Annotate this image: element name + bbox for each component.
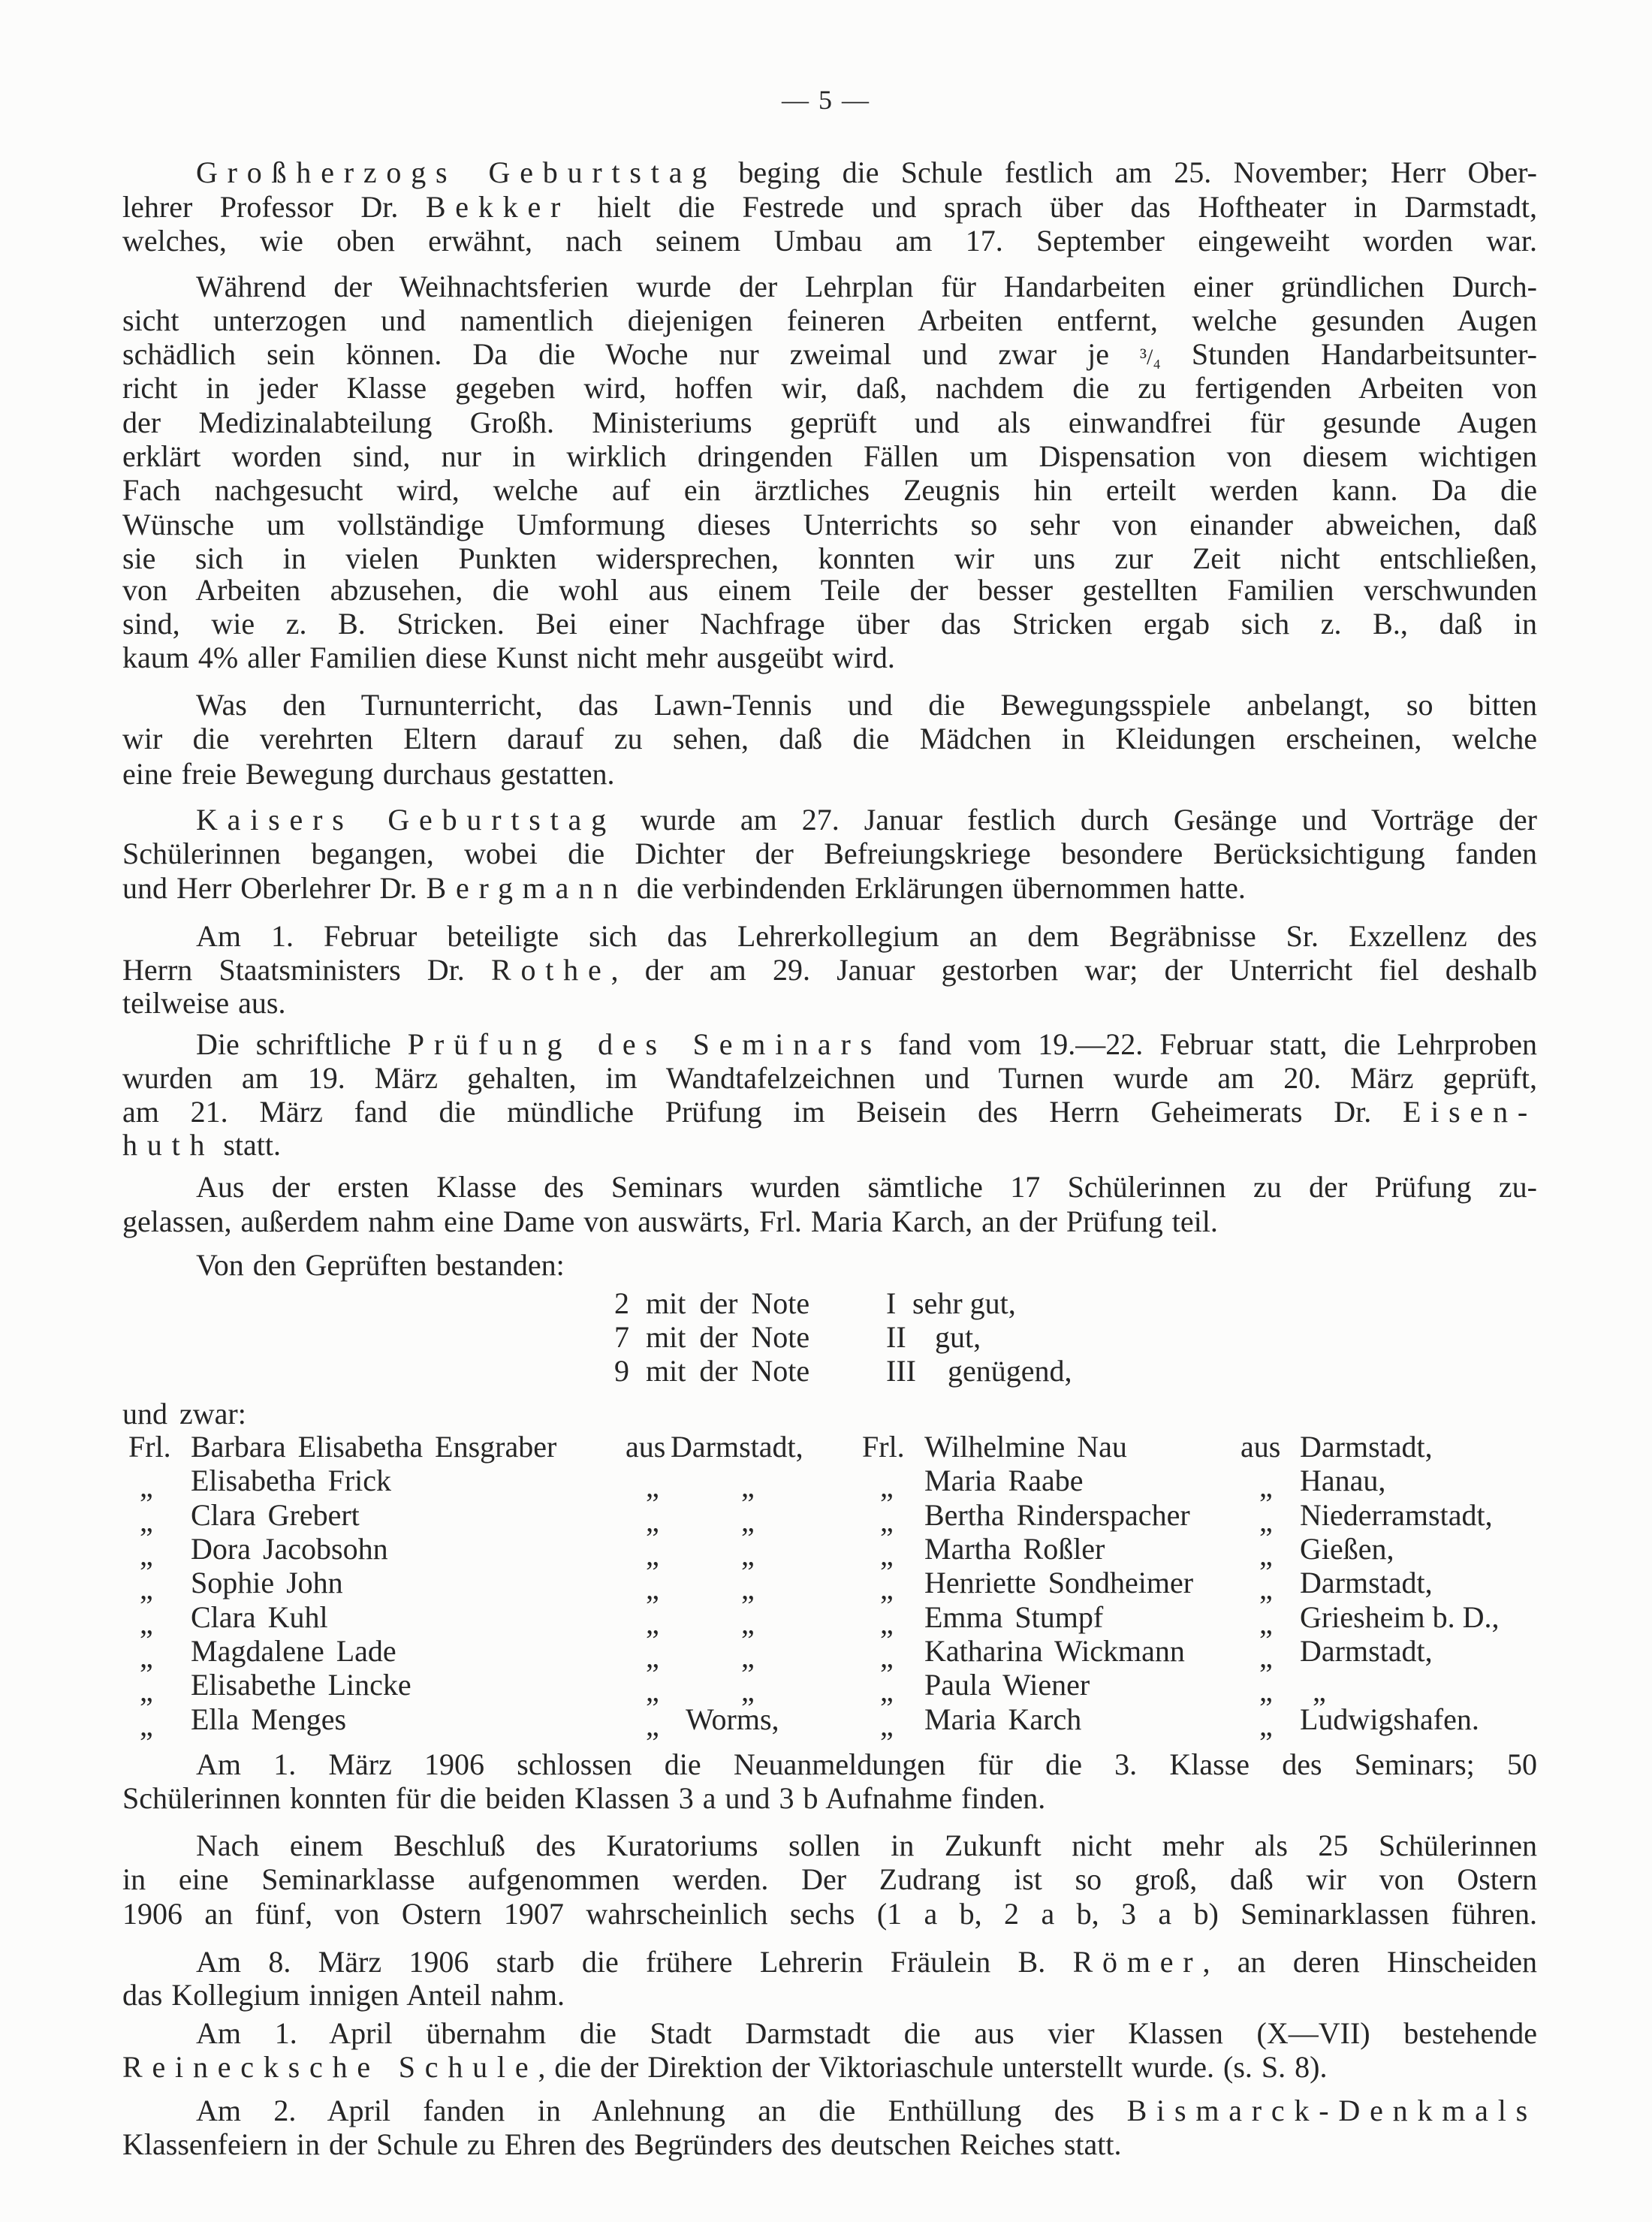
ditto-mark: „ [741,1572,755,1605]
ditto-mark: „ [741,1470,755,1503]
text-line [122,871,1537,906]
text-line [122,190,1537,225]
ditto-mark: „ [880,1572,894,1605]
text-line [122,641,1537,675]
ditto-mark: „ [1259,1674,1273,1708]
ditto-mark: „ [646,1640,659,1674]
text-run: gelassen, außerdem nahm eine Dame von auswärts, Frl. Maria Karch, an der Prüfung teil. [122,1204,1218,1238]
ditto-mark: „ [140,1572,153,1605]
text-line [196,803,1537,837]
ditto-mark: „ [646,1504,659,1538]
graduate-name: Emma Stumpf [924,1600,1104,1634]
text-run: Fach nachgesucht wird, welche auf ein ärztliches Zeugnis hin erteilt werden kann. Da die [122,473,1537,507]
text-run: lehrer Professor Dr. [122,190,426,224]
graduate-place: Griesheim b. D., [1300,1600,1500,1634]
text-run: Was den Turnunterricht, das Lawn-Tennis und die Bewegungsspiele anbelangt, so bitten [196,688,1537,722]
text-line [196,1747,1537,1782]
graduate-name: Maria Raabe [924,1464,1084,1497]
text-run: in eine Seminarklasse aufgenommen werden. Der Zudrang ist so groß, daß wir von Ostern [122,1862,1537,1896]
text-run: sind, wie z. B. Stricken. Bei einer Nachfrage über das Stricken ergab sich z. B., daß in [122,607,1537,641]
result-label: genügend, [948,1354,1072,1388]
ditto-mark: „ [646,1470,659,1503]
emphasized-spaced-text: Großherzogs Geburtstag [196,155,717,189]
ditto-mark: „ [140,1640,153,1674]
text-run: beging die Schule festlich am 25. November; Herr Ober- [716,155,1537,189]
result-count: 7 [614,1320,629,1354]
text-run: richt in jeder Klasse gegeben wird, hoffen wir, daß, nachdem die zu fertigenden Arbeiten von [122,371,1537,405]
ditto-mark: „ [880,1504,894,1538]
text-line [196,1945,1537,1979]
graduate-place: Hanau, [1300,1464,1386,1497]
ditto-mark: „ [1259,1572,1273,1605]
graduate-name: Ella Menges [191,1702,347,1736]
ditto-mark: „ [741,1538,755,1572]
result-text: mit der Note [646,1286,810,1320]
result-label: gut, [935,1320,981,1354]
emphasized-spaced-text: Bergmann [426,871,628,905]
text-run: , an deren Hinscheiden [1202,1945,1537,1979]
text-run: Am 2. April fanden in Anlehnung an die Enthüllung des [196,2094,1127,2127]
graduate-name: Martha Roßler [924,1532,1105,1566]
text-run: Stunden Handarbeitsunter- [1160,337,1537,371]
text-line [122,1095,1537,1129]
text-line [122,371,1537,406]
text-line [196,1170,1537,1204]
text-run: , der am 29. Januar gestorben war; der Unterricht fiel deshalb [610,953,1537,987]
emphasized-spaced-text: huth [122,1128,215,1162]
ditto-mark: „ [1259,1470,1273,1503]
text-line [122,2050,1537,2085]
text-run: Aus der ersten Klasse des Seminars wurden sämtliche 17 Schülerinnen zu der Prüfung zu- [196,1170,1537,1204]
result-grade: I [886,1286,897,1320]
text-run: Von den Geprüften bestanden: [196,1248,565,1282]
ditto-mark: „ [140,1470,153,1503]
text-run: eine freie Bewegung durchaus gestatten. [122,757,615,791]
text-run: sicht unterzogen und namentlich diejenigen feineren Arbeiten entfernt, welche gesunden Augen [122,303,1537,337]
text-line [122,953,1537,987]
text-run: Am 8. März 1906 starb die frühere Lehrerin Fräulein B. [196,1945,1073,1979]
graduate-name: Dora Jacobsohn [191,1532,388,1566]
text-line [122,1862,1537,1897]
ditto-mark: „ [140,1674,153,1708]
graduate-name: Bertha Rinderspacher [924,1498,1190,1532]
result-grade: III [886,1354,916,1388]
ditto-mark: „ [1313,1674,1326,1708]
text-line [122,303,1537,338]
text-run: von Arbeiten abzusehen, die wohl aus einem Teile der besser gestellten Familien verschwunden [122,573,1537,607]
ditto-mark: „ [140,1504,153,1538]
graduate-name: Katharina Wickmann [924,1634,1185,1668]
ditto-mark: „ [140,1538,153,1572]
text-run: Am 1. März 1906 schlossen die Neuanmeldungen für die 3. Klasse des Seminars; 50 [196,1747,1537,1781]
text-run: hielt die Festrede und sprach über das Hoftheater in Darmstadt, [570,190,1537,224]
text-line [122,406,1537,440]
text-line [122,1897,1537,1931]
page-number: — 5 — [782,85,870,115]
text-line [122,1061,1537,1096]
text-run: wurde am 27. Januar festlich durch Gesänge und Vorträge der [615,803,1537,837]
ditto-mark: „ [1259,1708,1273,1742]
text-run: kaum 4% aller Familien diese Kunst nicht mehr ausgeübt wird. [122,641,895,674]
ditto-mark: „ [646,1708,659,1742]
text-run: Die schriftliche [196,1027,408,1061]
text-line [196,688,1537,722]
ditto-mark: „ [1259,1504,1273,1538]
text-run: teilweise aus. [122,986,286,1020]
emphasized-spaced-text: Kaisers Geburtstag [196,803,616,837]
graduate-place: Darmstadt, [671,1430,803,1464]
text-line [122,508,1537,542]
text-line [196,1248,1537,1283]
text-line [122,1781,1537,1816]
text-run: Herrn Staatsministers Dr. [122,953,491,987]
text-run: Schülerinnen konnten für die beiden Klassen 3 a und 3 b Aufnahme finden. [122,1781,1046,1815]
graduate-name: Elisabetha Frick [191,1464,392,1497]
text-line [122,1978,1537,2012]
text-line [122,1204,1537,1239]
ditto-mark: „ [741,1674,755,1708]
aus-label: aus [1241,1430,1281,1464]
graduate-place: Gießen, [1300,1532,1394,1566]
graduate-name: Henriette Sondheimer [924,1566,1194,1599]
text-run: und Herr Oberlehrer Dr. [122,871,427,905]
emphasized-spaced-text: Römer [1072,1945,1203,1979]
emphasized-spaced-text: Eisen- [1403,1095,1537,1129]
emphasized-spaced-text: Bekker [425,190,571,224]
text-line [122,439,1537,474]
und-zwar-label: und zwar: [122,1397,246,1431]
text-line [196,155,1537,190]
text-line [122,986,1537,1021]
text-line [196,1027,1537,1062]
text-line [122,757,1537,791]
ditto-mark: „ [1259,1606,1273,1640]
graduate-name: Maria Karch [924,1702,1082,1736]
title-frl: Frl. [128,1430,171,1464]
ditto-mark: „ [646,1674,659,1708]
graduate-place: Darmstadt, [1300,1566,1433,1599]
ditto-mark: „ [140,1606,153,1640]
emphasized-spaced-text: Reinecksche Schule [122,2050,538,2084]
graduate-place: Ludwigshafen. [1300,1702,1479,1736]
graduate-name: Clara Grebert [191,1498,360,1532]
text-run: wurden am 19. März gehalten, im Wandtafelzeichnen und Turnen wurde am 20. März geprüft, [122,1061,1537,1095]
ditto-mark: „ [880,1606,894,1640]
graduate-name: Clara Kuhl [191,1600,328,1634]
result-count: 9 [614,1354,629,1388]
text-run: Nach einem Beschluß des Kuratoriums sollen in Zukunft nicht mehr als 25 Schülerinnen [196,1829,1537,1862]
text-run: Schülerinnen begangen, wobei die Dichter der Befreiungskriege besondere Berücksichtigung fanden [122,837,1537,870]
text-run: Wünsche um vollständige Umformung dieses Unterrichts so sehr von einander abweichen, daß [122,508,1537,541]
result-grade: II [886,1320,906,1354]
ditto-mark: „ [741,1606,755,1640]
ditto-mark: „ [1259,1640,1273,1674]
text-run: Am 1. Februar beteiligte sich das Lehrerkollegium an dem Begräbnisse Sr. Exzellenz des [196,919,1537,953]
emphasized-spaced-text: Rothe [490,953,611,987]
graduate-name: Paula Wiener [924,1668,1090,1702]
text-run: der Medizinalabteilung Großh. Ministeriums geprüft und als einwandfrei für gesunde Augen [122,406,1537,439]
text-run: schädlich sein können. Da die Woche nur zweimal und zwar je [122,337,1141,371]
text-line [196,270,1537,304]
text-run: wir die verehrten Eltern darauf zu sehen, daß die Mädchen in Kleidungen erscheinen, welche [122,722,1537,755]
text-run: erklärt worden sind, nur in wirklich dringenden Fällen um Dispensation von diesem wichtigen [122,439,1537,473]
ditto-mark: „ [880,1538,894,1572]
text-line [122,541,1537,576]
text-line [122,2127,1537,2162]
fraction: ³/₄ [1140,345,1161,369]
emphasized-spaced-text: Prüfung des Seminars [407,1027,882,1061]
ditto-mark: „ [880,1470,894,1503]
result-count: 2 [614,1286,629,1320]
text-line [196,919,1537,954]
title-frl: Frl. [862,1430,905,1464]
text-line [196,2094,1537,2128]
text-run: das Kollegium innigen Anteil nahm. [122,1978,565,2012]
text-line [122,837,1537,871]
aus-label: aus [626,1430,666,1464]
text-run: am 21. März fand die mündliche Prüfung im Beisein des Herrn Geheimerats Dr. [122,1095,1403,1129]
text-line [196,2016,1537,2051]
graduate-name: Barbara Elisabetha Ensgraber [191,1430,557,1464]
graduate-place: Darmstadt, [1300,1430,1433,1464]
text-run: statt. [214,1128,281,1162]
ditto-mark: „ [880,1640,894,1674]
text-line [122,607,1537,641]
result-text: mit der Note [646,1354,810,1388]
result-label: sehr gut, [912,1286,1016,1320]
ditto-mark: „ [646,1572,659,1605]
text-run: Am 1. April übernahm die Stadt Darmstadt die aus vier Klassen (X—VII) bestehende [196,2016,1537,2050]
graduate-name: Sophie John [191,1566,343,1599]
ditto-mark: „ [140,1708,153,1742]
text-run: Während der Weihnachtsferien wurde der Lehrplan für Handarbeiten einer gründlichen Durch- [196,270,1537,303]
text-run: fand vom 19.—22. Februar statt, die Lehrproben [881,1027,1537,1061]
emphasized-spaced-text: Bismarck-Denkmals [1126,2094,1537,2127]
text-run: welches, wie oben erwähnt, nach seinem Umbau am 17. September eingeweiht worden war. [122,224,1537,258]
ditto-mark: „ [646,1538,659,1572]
text-run: Klassenfeiern in der Schule zu Ehren des Begründers des deutschen Reiches statt. [122,2127,1122,2161]
text-line [122,573,1537,608]
ditto-mark: „ [646,1606,659,1640]
text-run: sie sich in vielen Punkten widersprechen, konnten wir uns zur Zeit nicht entschließen, [122,541,1537,575]
graduate-place: Darmstadt, [1300,1634,1433,1668]
ditto-mark: „ [1259,1538,1273,1572]
result-text: mit der Note [646,1320,810,1354]
text-line [122,722,1537,756]
text-line [196,1829,1537,1863]
text-line [122,1128,1537,1162]
ditto-mark: „ [741,1640,755,1674]
text-run: , die der Direktion der Viktoriaschule unterstellt wurde. (s. S. 8). [538,2050,1328,2084]
text-line [122,473,1537,508]
text-line [122,337,1537,372]
text-line [122,224,1537,258]
graduate-place: Niederramstadt, [1300,1498,1493,1532]
graduate-name: Magdalene Lade [191,1634,396,1668]
graduate-place: Worms, [686,1702,779,1736]
ditto-mark: „ [741,1504,755,1538]
ditto-mark: „ [880,1708,894,1742]
graduate-name: Elisabethe Lincke [191,1668,411,1702]
text-run: 1906 an fünf, von Ostern 1907 wahrscheinlich sechs (1 a b, 2 a b, 3 a b) Seminarklassen führen. [122,1897,1537,1931]
text-run: die verbindenden Erklärungen übernommen hatte. [627,871,1246,905]
ditto-mark: „ [880,1674,894,1708]
graduate-name: Wilhelmine Nau [924,1430,1127,1464]
